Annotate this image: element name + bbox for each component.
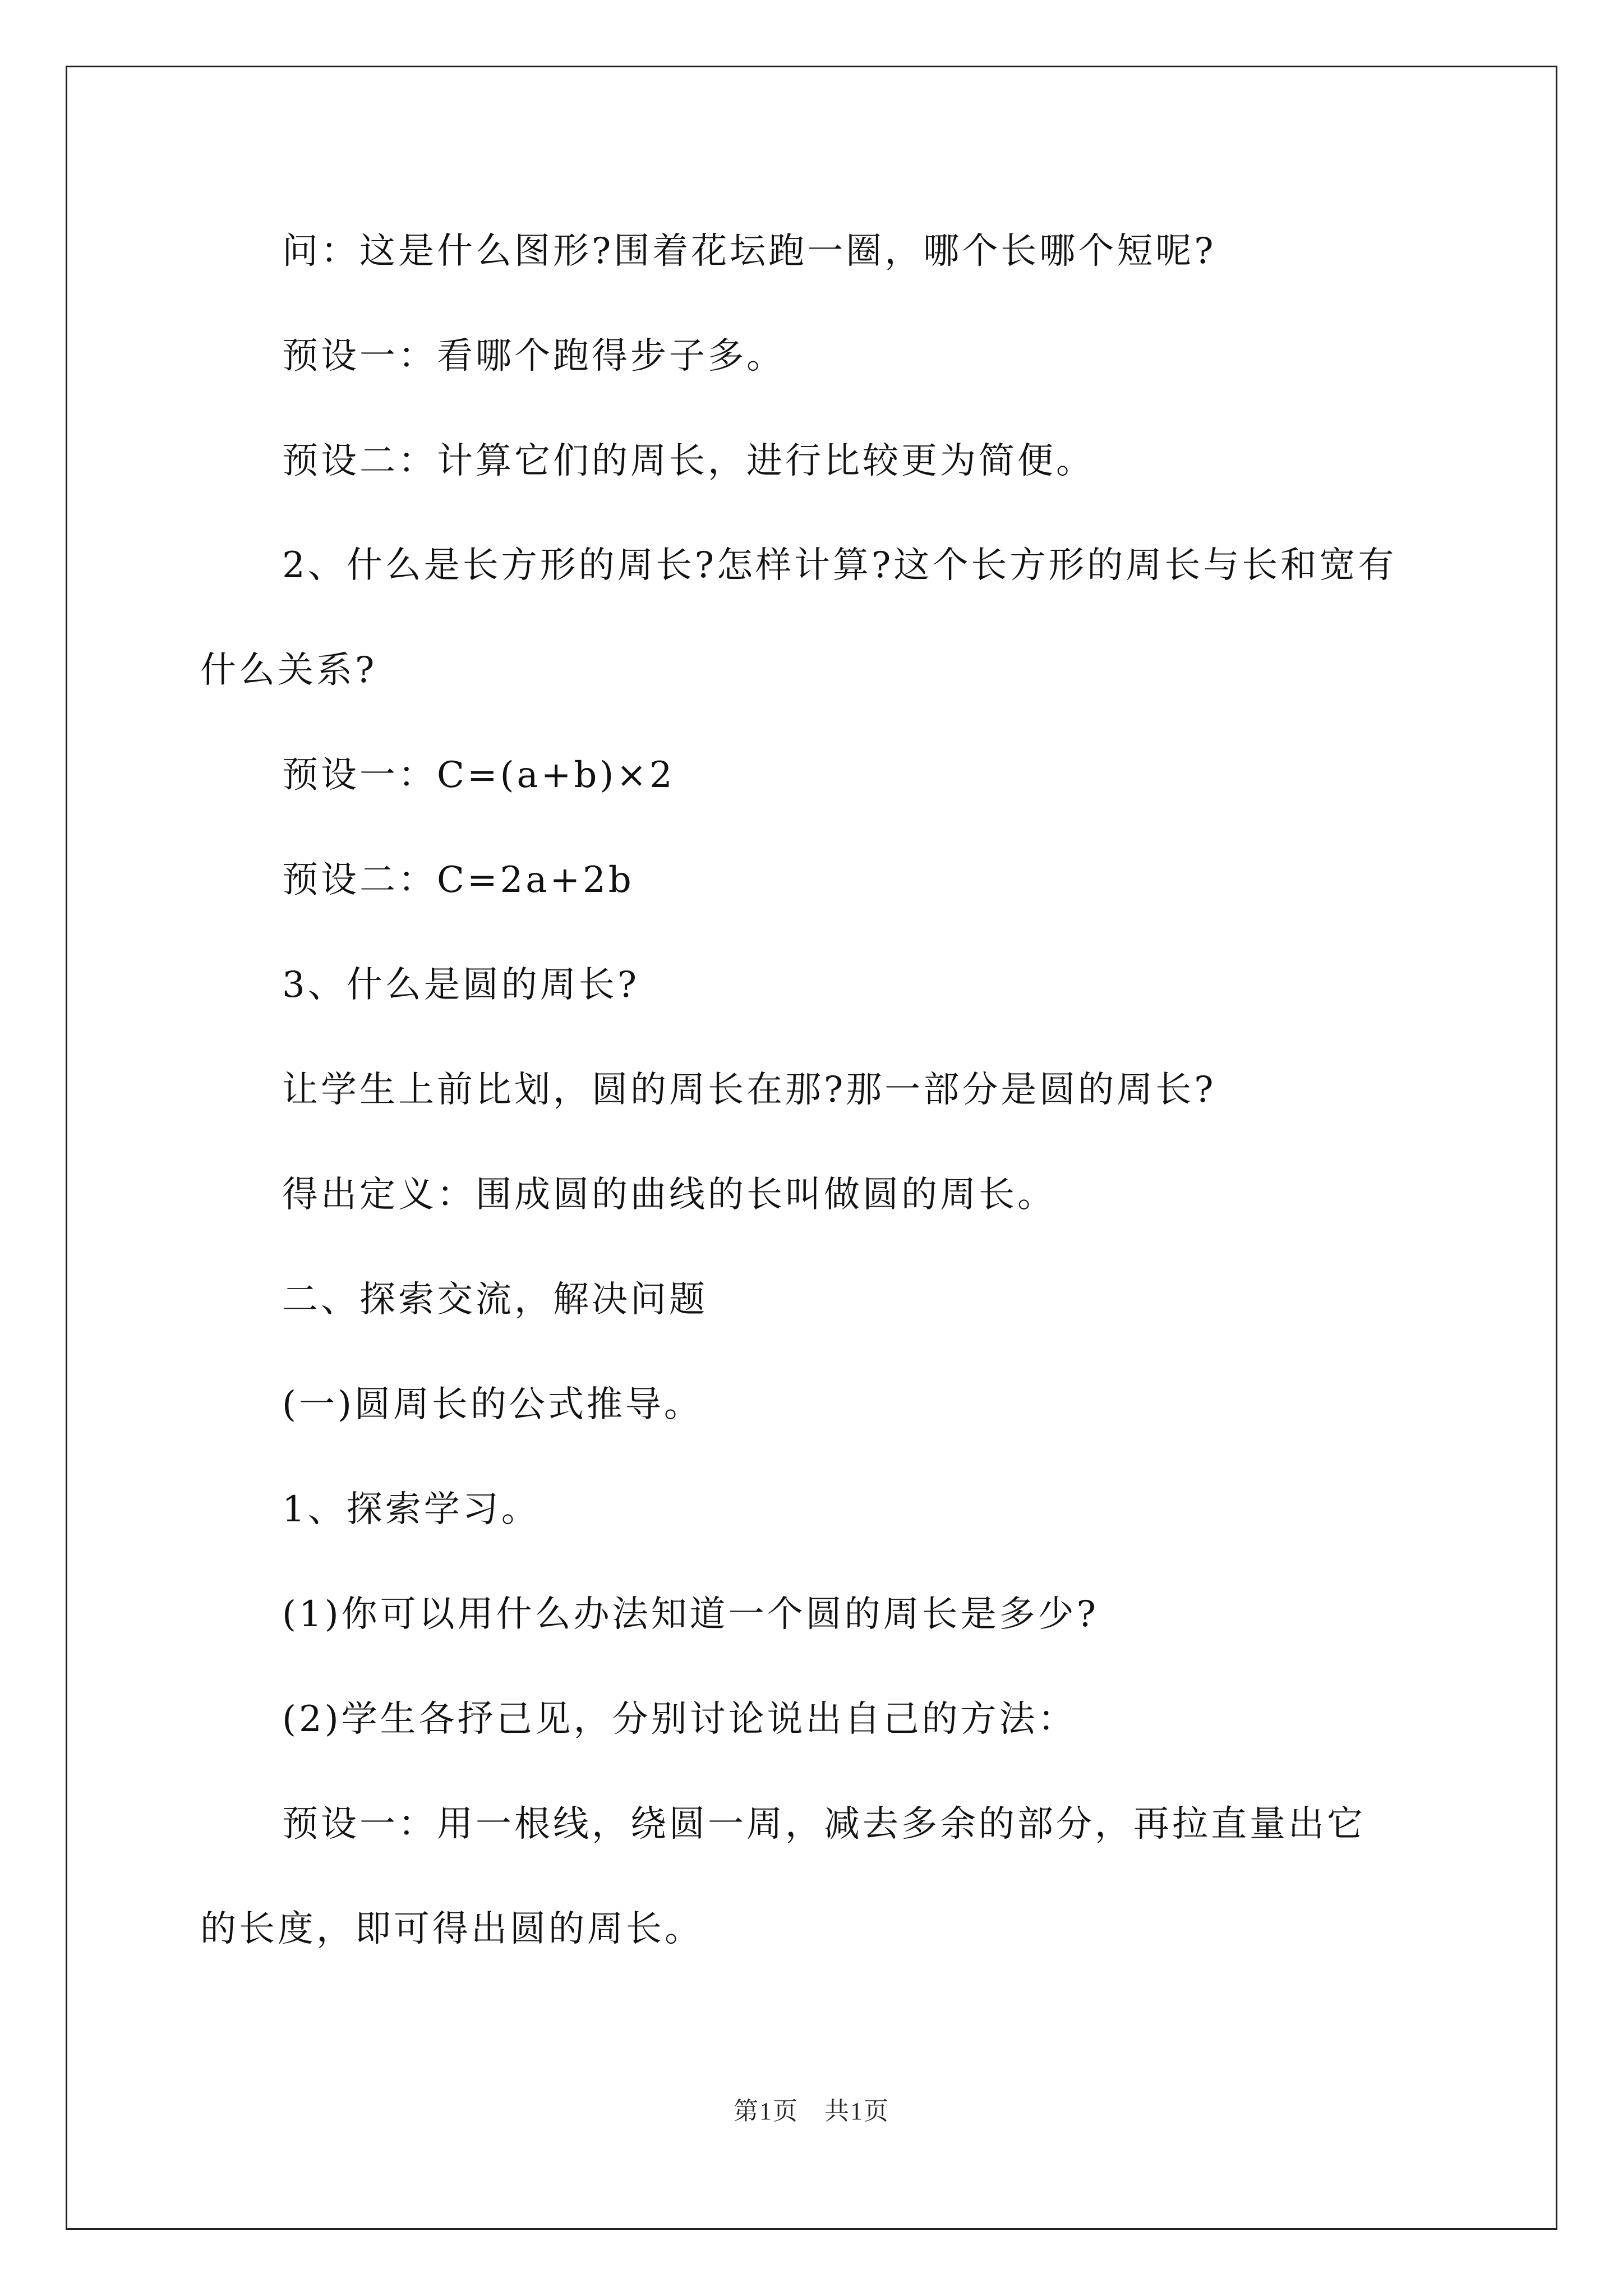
paragraph-item-1: (1)你可以用什么办法知道一个圆的周长是多少? bbox=[282, 1594, 1099, 1635]
paragraph-method-one: 预设一：用一根线，绕圆一周，减去多余的部分，再拉直量出它 bbox=[282, 1803, 1366, 1845]
paragraph-preset-two: 预设二：计算它们的周长，进行比较更为简便。 bbox=[282, 440, 1095, 482]
paragraph-formula-two: 预设二：C=2a+2b bbox=[282, 859, 634, 901]
paragraph-rectangle-perimeter: 2、什么是长方形的周长?怎样计算?这个长方形的周长与长和宽有 bbox=[282, 545, 1397, 586]
paragraph-explore: 1、探索学习。 bbox=[282, 1489, 540, 1530]
paragraph-rectangle-perimeter-cont: 什么关系? bbox=[200, 650, 377, 691]
paragraph-formula-one: 预设一：C=(a+b)×2 bbox=[282, 754, 675, 796]
section-heading: 二、探索交流，解决问题 bbox=[282, 1279, 708, 1320]
paragraph-circle-perimeter: 3、什么是圆的周长? bbox=[282, 964, 640, 1006]
paragraph-question: 问：这是什么图形?围着花坛跑一圈，哪个长哪个短呢? bbox=[282, 231, 1216, 272]
paragraph-student-gesture: 让学生上前比划，圆的周长在那?那一部分是圆的周长? bbox=[282, 1069, 1216, 1111]
paragraph-definition: 得出定义：围成圆的曲线的长叫做圆的周长。 bbox=[282, 1174, 1056, 1216]
paragraph-preset-one: 预设一：看哪个跑得步子多。 bbox=[282, 335, 785, 377]
page-footer: 第1页 共1页 bbox=[734, 2097, 889, 2125]
subsection-heading: (一)圆周长的公式推导。 bbox=[282, 1384, 703, 1425]
page-frame bbox=[66, 66, 1557, 2230]
paragraph-item-2: (2)学生各抒己见，分别讨论说出自己的方法： bbox=[282, 1699, 1077, 1740]
paragraph-method-one-cont: 的长度，即可得出圆的周长。 bbox=[200, 1908, 703, 1950]
